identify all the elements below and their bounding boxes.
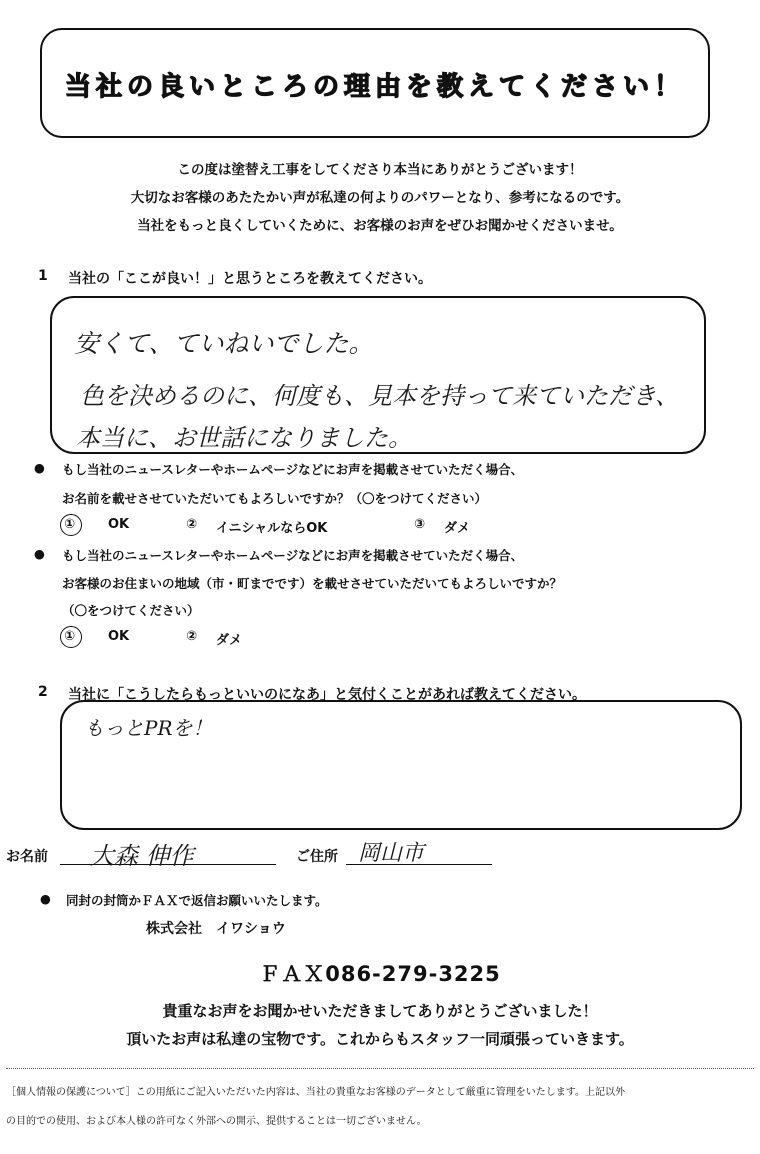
consent-2-line-1: もし当社のニュースレターやホームページなどにお声を掲載させていただく場合、 <box>62 548 524 563</box>
address-label: ご住所 <box>296 849 338 865</box>
consent-2-option-2-label[interactable]: ダメ <box>216 633 243 648</box>
answer-1-line-2: 色を決めるのに、何度も、見本を持って来ていただき、 <box>80 382 680 410</box>
fax-number: ＦＡＸ086-279-3225 <box>259 962 501 986</box>
name-value: 大森 伸作 <box>90 842 194 870</box>
consent-2-line-3: （〇をつけてください） <box>62 603 200 618</box>
answer-2-text: もっとPRを！ <box>84 716 213 740</box>
consent-2-option-1-num[interactable]: ① <box>64 629 76 644</box>
thanks-line-2: 頂いたお声は私達の宝物です。これからもスタッフ一同頑張っていきます。 <box>126 1030 634 1048</box>
answer-2-box[interactable] <box>60 700 742 830</box>
consent-1-option-3-label[interactable]: ダメ <box>444 521 471 536</box>
question-1-text: 当社の「ここが良い！」と思うところを教えてください。 <box>68 271 432 287</box>
consent-1-option-1-num[interactable]: ① <box>64 517 76 532</box>
question-1-number: 1 <box>38 268 48 284</box>
consent-1-option-3-num[interactable]: ③ <box>414 517 426 532</box>
dotted-divider <box>6 1068 754 1069</box>
name-label: お名前 <box>6 849 48 865</box>
name-field[interactable] <box>60 838 276 870</box>
consent-1-line-2: お名前を載せさせていただいてもよろしいですか？（〇をつけてください） <box>62 491 488 506</box>
consent-2-bullet: ● <box>34 546 45 561</box>
thanks-line-1: 貴重なお声をお聞かせいただきましてありがとうございました！ <box>162 1002 598 1020</box>
privacy-line-1: ［個人情報の保護について］この用紙にご記入いただいた内容は、当社の貴重なお客様のデータとして厳重に管理をいたします。上記以外 <box>6 1087 625 1098</box>
intro-line-3: 当社をもっと良くしていくために、お客様のお声をぜひお聞かせくださいませ。 <box>137 218 623 234</box>
page-title: 当社の良いところの理由を教えてください！ <box>64 72 685 102</box>
question-2-text: 当社に「こうしたらもっといいのになあ」と気付くことがあれば教えてください。 <box>68 687 586 703</box>
title-box <box>40 28 710 138</box>
privacy-line-2: の目的での使用、および本人様の許可なく外部への開示、提供することは一切ございません。 <box>6 1116 427 1127</box>
consent-1-option-2-num[interactable]: ② <box>186 517 198 532</box>
consent-1-option-2-label[interactable]: イニシャルならOK <box>216 521 328 536</box>
consent-2-option-1-label[interactable]: OK <box>108 629 130 644</box>
intro-line-2: 大切なお客様のあたたかい声が私達の何よりのパワーとなり、参考になるのです。 <box>130 190 630 206</box>
consent-1-line-1: もし当社のニュースレターやホームページなどにお声を掲載させていただく場合、 <box>62 462 524 477</box>
answer-1-line-3: 本当に、お世話になりました。 <box>76 424 412 452</box>
consent-1-option-1-label[interactable]: OK <box>108 517 130 532</box>
answer-1-box[interactable] <box>50 296 706 454</box>
company-name: 株式会社 イワショウ <box>146 921 286 937</box>
address-value: 岡山市 <box>358 841 425 866</box>
consent-2-option-2-num[interactable]: ② <box>186 629 198 644</box>
question-2-number: 2 <box>38 684 48 700</box>
address-field[interactable] <box>346 838 492 865</box>
consent-2-line-2: お客様のお住まいの地域（市・町までです）を載せさせていただいてもよろしいですか？ <box>62 576 563 591</box>
answer-1-line-1: 安くて、ていねいでした。 <box>74 329 374 358</box>
intro-line-1: この度は塗替え工事をしてくださり本当にありがとうございます！ <box>177 162 583 178</box>
consent-1-bullet: ● <box>34 460 45 475</box>
return-note-bullet: ● <box>40 891 51 906</box>
return-note-text: 同封の封筒かＦＡＸで返信お願いいたします。 <box>66 893 328 908</box>
